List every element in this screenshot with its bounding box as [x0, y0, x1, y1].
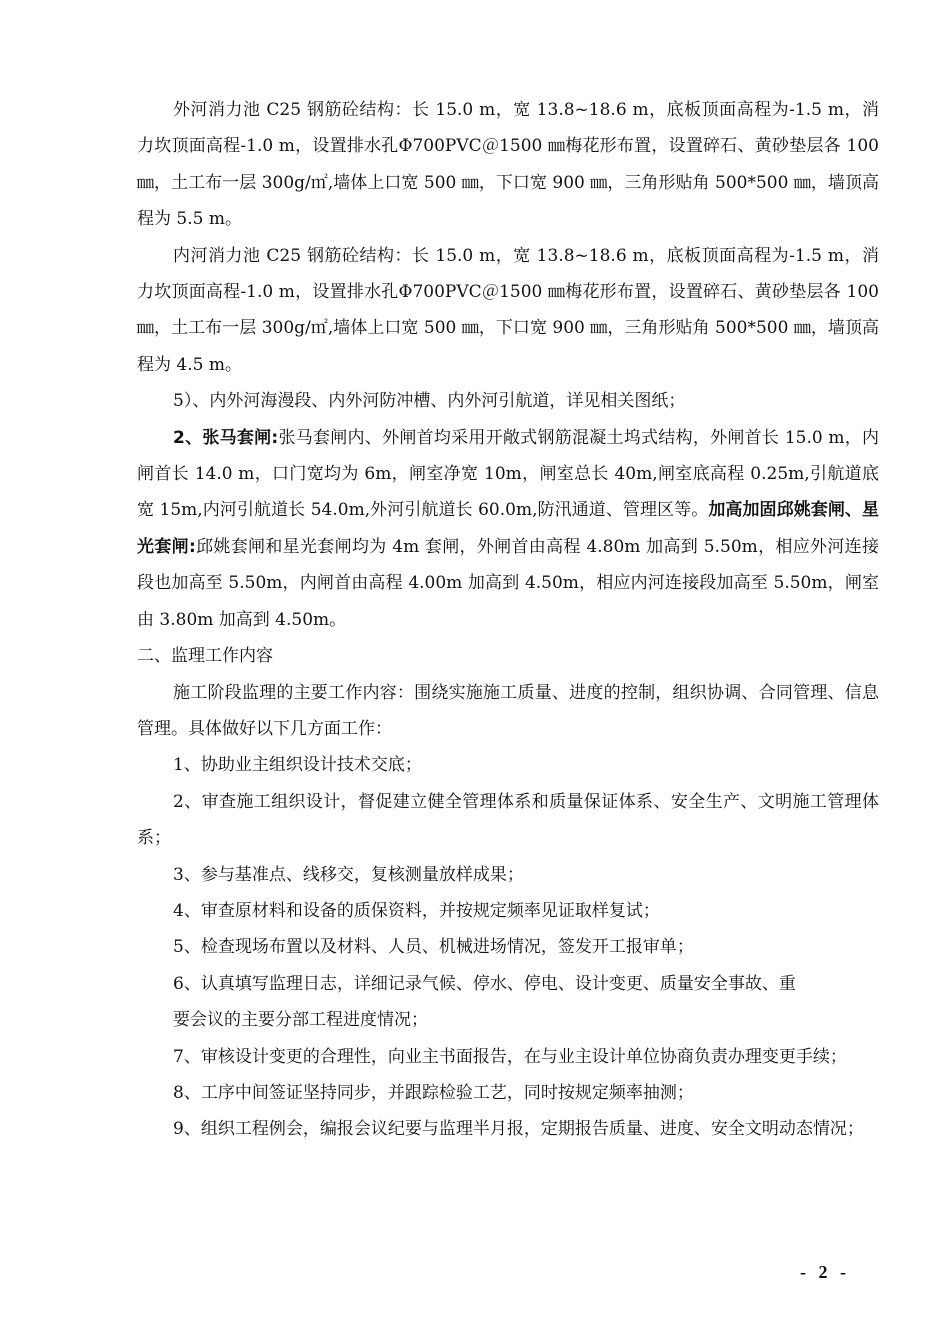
document-body: [137, 92, 879, 1148]
section-title: 二、监理工作内容: [137, 646, 273, 667]
task-item-9: 9、组织工程例会，编报会议纪要与监理半月报，定期报告质量、进度、安全文明动态情况；: [173, 1119, 864, 1140]
reinforce-text: 邱姚套闸和星光套闸均为 4m 套闸，外闸首由高程 4.80m 加高到 5.50m，相应外河连接段也加高至 5.50m，内闸首由高程 4.00m 加高到 4.50m，相应内河连接段加高至 5.50m，闸室由 3.80m 加高到 4.50m。: [137, 536, 879, 630]
paragraph-outer-basin: 外河消力池 C25 钢筋砼结构：长 15.0 m，宽 13.8~18.6 m，底板顶面高程为-1.5 m，消力坎顶面高程-1.0 m，设置排水孔Φ700PVC＠1500 ㎜梅花形布置，设置碎石、黄砂垫层各 100 ㎜，土工布一层 300g/㎡,墙体上口宽 500 ㎜，下口宽 900 ㎜，三角形贴角 500*500 ㎜，墙顶高程为 5.5 m。: [137, 100, 879, 230]
task-item-5: 5、检查现场布置以及材料、人员、机械进场情况，签发开工报审单；: [173, 937, 694, 958]
paragraph-item-5: 5）、内外河海漫段、内外河防冲槽、内外河引航道，详见相关图纸；: [173, 391, 686, 412]
task-item-3: 3、参与基准点、线移交，复核测量放样成果；: [173, 864, 524, 885]
task-item-4: 4、审查原材料和设备的质保资料，并按规定频率见证取样复试；: [173, 900, 660, 921]
task-item-8: 8、工序中间签证坚持同步，并跟踪检验工艺，同时按规定频率抽测；: [173, 1082, 694, 1103]
paragraph-inner-basin: 内河消力池 C25 钢筋砼结构：长 15.0 m，宽 13.8~18.6 m，底板顶面高程为-1.5 m，消力坎顶面高程-1.0 m，设置排水孔Φ700PVC＠1500 ㎜梅花形布置，设置碎石、黄砂垫层各 100 ㎜，土工布一层 300g/㎡,墙体上口宽 500 ㎜，下口宽 900 ㎜，三角形贴角 500*500 ㎜，墙顶高程为 4.5 m。: [137, 245, 879, 375]
task-item-2: 2、审查施工组织设计，督促建立健全管理体系和质量保证体系、安全生产、文明施工管理体系；: [137, 791, 879, 849]
task-item-6-line-1: 6、认真填写监理日志，详细记录气候、停水、停电、设计变更、质量安全事故、重: [173, 973, 796, 994]
paragraph-zhangma-lock: [137, 420, 879, 638]
task-item-6-line-2: 要会议的主要分部工程进度情况；: [173, 1010, 428, 1031]
zhangma-text: 张马套闸内、外闸首均采用开敞式钢筋混凝土坞式结构，外闸首长 15.0 m，内闸首长 14.0 m，口门宽均为 6m，闸室净宽 10m，闸室总长 40m,闸室底高程 0.25m,引航道底宽 15m,内河引航道长 54.0m,外河引航道长 60.0m,防汛通道、管理区等。: [137, 427, 879, 521]
zhangma-heading: 2、张马套闸:: [173, 427, 279, 448]
task-item-7: 7、审核设计变更的合理性，向业主书面报告，在与业主设计单位协商负责办理变更手续；: [173, 1046, 847, 1067]
page-number: - 2 -: [800, 1262, 850, 1282]
reinforce-heading: 加高加固邱姚套闸、星光套闸:: [137, 500, 879, 557]
task-item-1: 1、协助业主组织设计技术交底；: [173, 755, 422, 776]
paragraph-intro: 施工阶段监理的主要工作内容：围绕实施施工质量、进度的控制，组织协调、合同管理、信息管理。具体做好以下几方面工作：: [137, 682, 879, 739]
